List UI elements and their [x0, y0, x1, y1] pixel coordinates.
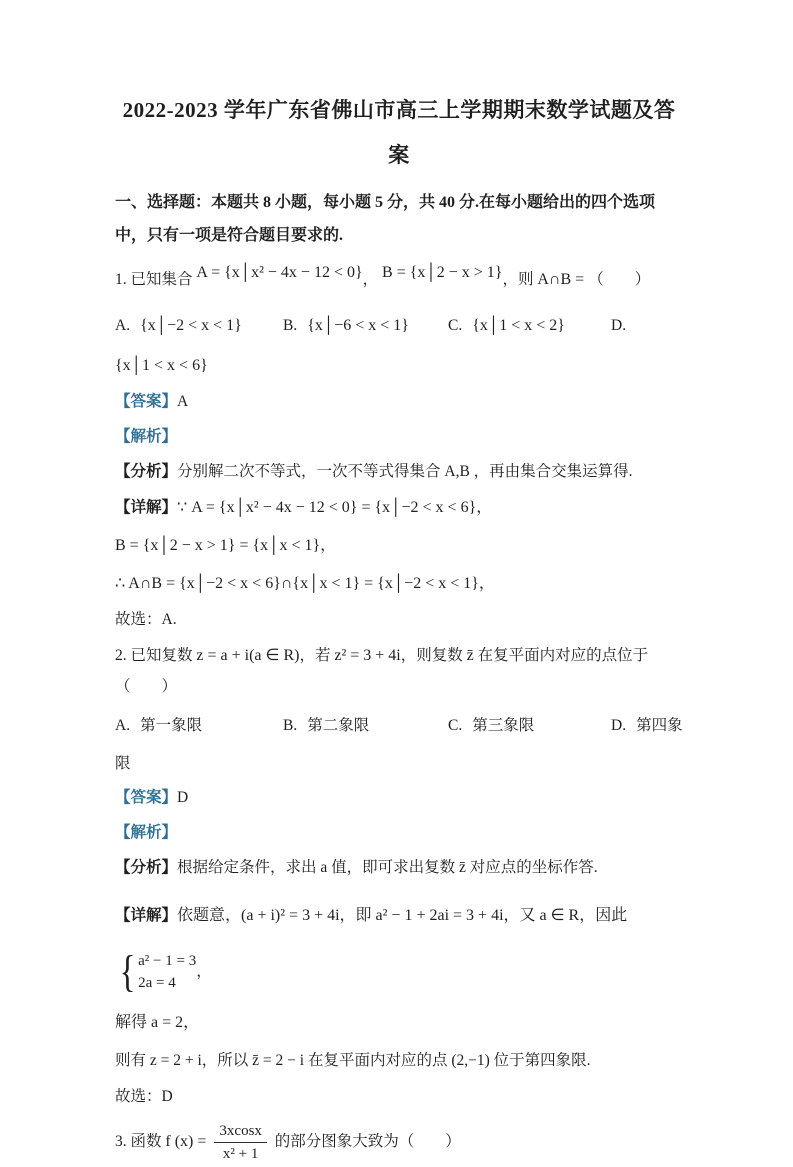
- q2-option-d: D. 第四象: [611, 717, 683, 734]
- fraction-denominator: x² + 1: [222, 1145, 259, 1162]
- q1-comma: ，: [362, 271, 379, 288]
- q1-options-row: [115, 309, 683, 343]
- q1-xiangjie-label: 【详解】: [115, 499, 178, 516]
- q1-jiexi-label: 【解析】: [115, 428, 178, 445]
- system-equation-2: 2a = 4: [138, 975, 176, 992]
- q2-option-a: A. 第一象限: [115, 717, 203, 734]
- q2-stem-prefix: 已知复数: [130, 647, 197, 664]
- equation-system-rows: [138, 950, 196, 994]
- q1-jiexi-line: [115, 423, 683, 451]
- q3-stem-suffix: 的部分图象大致为（ ）: [270, 1133, 461, 1150]
- q2-fenxi-text: 根据给定条件，求出 a 值，即可求出复数 z̄ 对应点的坐标作答.: [177, 859, 598, 876]
- q2-detail-line-3: 则有 z = 2 + i，所以 z̄ = 2 − i 在复平面内对应的点 (2,−1) 位于第四象限.: [115, 1052, 591, 1069]
- q1-option-d: D.: [611, 317, 627, 334]
- section-intro: 一、选择题：本题共 8 小题，每小题 5 分，共 40 分.在每小题给出的四个选项中，只有一项是符合题目要求的.: [115, 194, 656, 244]
- q1-option-c: C. {x│1 < x < 2}: [448, 317, 565, 334]
- q1-intersection-expression: A∩B =: [537, 271, 589, 288]
- q2-stem-mid2: ，则复数: [400, 647, 467, 664]
- q2-z-squared-expression: z² = 3 + 4i: [334, 647, 401, 664]
- q1-answer-label: 【答案】: [115, 393, 178, 410]
- question-1-stem: [115, 258, 683, 302]
- q2-z-bar: z̄: [466, 647, 474, 664]
- q2-option-d-continuation: 限: [115, 755, 131, 772]
- q2-system-tail: ，: [196, 963, 212, 980]
- q1-detail-1-math: ∵ A = {x│x² − 4x − 12 < 0} = {x│−2 < x < 6}，: [177, 499, 493, 516]
- q1-set-a-expression: A = {x│x² − 4x − 12 < 0}: [196, 264, 363, 281]
- q2-xiangjie-label: 【详解】: [115, 907, 178, 924]
- fraction: [214, 1121, 267, 1164]
- q2-fenxi-line: [115, 854, 683, 881]
- q2-options-row: [115, 709, 683, 743]
- question-2-stem: [115, 640, 683, 702]
- q1-detail-line-3: ∴ A∩B = {x│−2 < x < 6}∩{x│x < 1} = {x│−2 < x < 1}，: [115, 575, 495, 592]
- q1-stem-prefix: 已知集合: [130, 271, 193, 288]
- system-equation-1: a² − 1 = 3: [138, 953, 197, 970]
- q1-conclusion: 故选：A.: [115, 611, 177, 628]
- q1-answer-paren: （ ）: [588, 271, 651, 288]
- q1-detail-line-2: B = {x│2 − x > 1} = {x│x < 1}，: [115, 537, 337, 554]
- q2-answer-label: 【答案】: [115, 789, 178, 806]
- q1-answer-line: [115, 388, 683, 416]
- page-title: 2022-2023 学年广东省佛山市高三上学期期末数学试题及答案: [122, 98, 676, 167]
- q2-detail-line-2: 解得 a = 2，: [115, 1014, 200, 1031]
- left-brace: {: [119, 947, 136, 997]
- q3-number: 3.: [115, 1133, 127, 1150]
- equation-system: [117, 947, 197, 997]
- q3-function-expression: f (x) =: [165, 1133, 211, 1150]
- q1-set-b-expression: B = {x│2 − x > 1}: [382, 264, 503, 281]
- q2-answer-value: D: [177, 789, 189, 806]
- q2-jiexi-line: [115, 819, 683, 847]
- q2-detail-line-1: [115, 888, 683, 1000]
- q2-number: 2.: [115, 647, 127, 664]
- q1-option-b: B. {x│−6 < x < 1}: [283, 317, 409, 334]
- q1-fenxi-label: 【分析】: [115, 463, 178, 480]
- question-3-stem: [115, 1117, 683, 1167]
- q1-option-a: A. {x│−2 < x < 1}: [115, 317, 242, 334]
- q2-detail-1-math: 依题意，(a + i)² = 3 + 4i，即 a² − 1 + 2ai = 3 + 4i，又 a ∈ R，因此: [177, 907, 628, 924]
- q2-jiexi-label: 【解析】: [115, 824, 178, 841]
- q2-conclusion: 故选：D: [115, 1088, 173, 1105]
- q3-stem-prefix: 函数: [130, 1133, 166, 1150]
- q1-detail-line-1: [115, 492, 683, 523]
- q1-number: 1.: [115, 271, 127, 288]
- q1-fenxi-line: [115, 458, 683, 485]
- q2-answer-line: [115, 784, 683, 812]
- q2-z-expression: z = a + i(a ∈ R): [196, 647, 300, 664]
- q1-option-d-continuation: {x│1 < x < 6}: [115, 357, 208, 374]
- q2-stem-mid1: ，若: [299, 647, 335, 664]
- q1-fenxi-text: 分别解二次不等式，一次不等式得集合 A,B ，再由集合交集运算得.: [177, 463, 633, 480]
- q2-option-b: B. 第二象限: [283, 717, 370, 734]
- q2-option-c: C. 第三象限: [448, 717, 535, 734]
- fraction-numerator: 3xcosx: [214, 1121, 267, 1143]
- q1-stem-mid: ，则: [502, 271, 538, 288]
- q2-stem-suffix: 在复平面内对应的点位于（ ）: [115, 647, 649, 695]
- q1-answer-value: A: [177, 393, 189, 410]
- q2-fenxi-label: 【分析】: [115, 859, 178, 876]
